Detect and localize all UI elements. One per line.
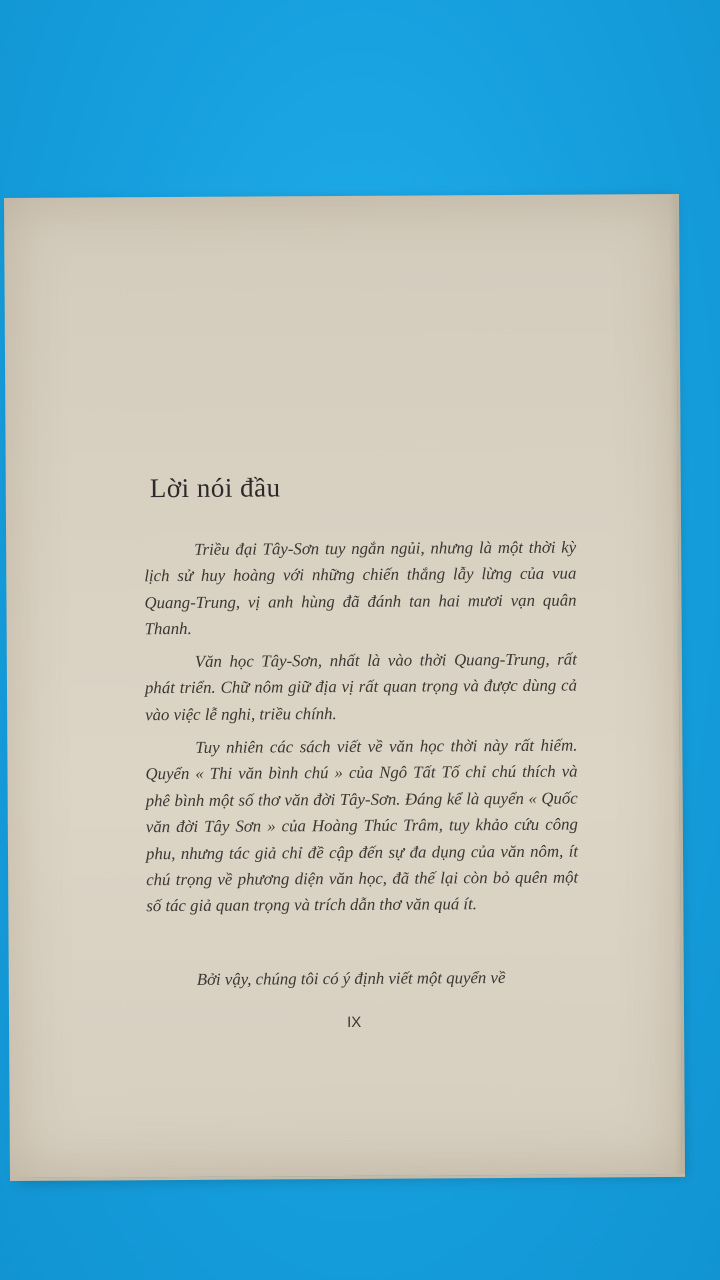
paragraph-2: Văn học Tây-Sơn, nhất là vào thời Quang-Trung, rất phát triển. Chữ nôm giữ địa vị rất quan trọng và được dùng cả vào việc lễ nghi, triều chính. — [144, 649, 578, 725]
page-title: Lời nói đầu — [149, 472, 281, 504]
paragraph-1: Triều đại Tây-Sơn tuy ngắn ngủi, nhưng là một thời kỳ lịch sử huy hoàng với những chiến thắng lẫy lừng của vua Quang-Trung, vị anh hùng đã đánh tan hai mươi vạn quân Thanh. — [144, 537, 577, 639]
book-page — [4, 194, 685, 1181]
paragraph-4: Bởi vậy, chúng tôi có ý định viết một quyển về — [196, 968, 506, 989]
paragraph-3: Tuy nhiên các sách viết về văn học thời này rất hiếm. Quyển « Thi văn bình chú » của Ngô Tất Tố chỉ chú thích và phê bình một số thơ văn đời Tây-Sơn. Đáng kể là quyển « Quốc văn đời Tây Sơn » của Hoàng Thúc Trâm, tuy khảo cứu công phu, nhưng tác giả chỉ đề cập đến sự đa dụng của văn nôm, ít chú trọng về phương diện văn học, đã thế lại còn bỏ quên một số tác giả quan trọng và trích dẫn thơ văn quá ít. — [145, 735, 579, 916]
page-number: IX — [346, 1013, 362, 1031]
